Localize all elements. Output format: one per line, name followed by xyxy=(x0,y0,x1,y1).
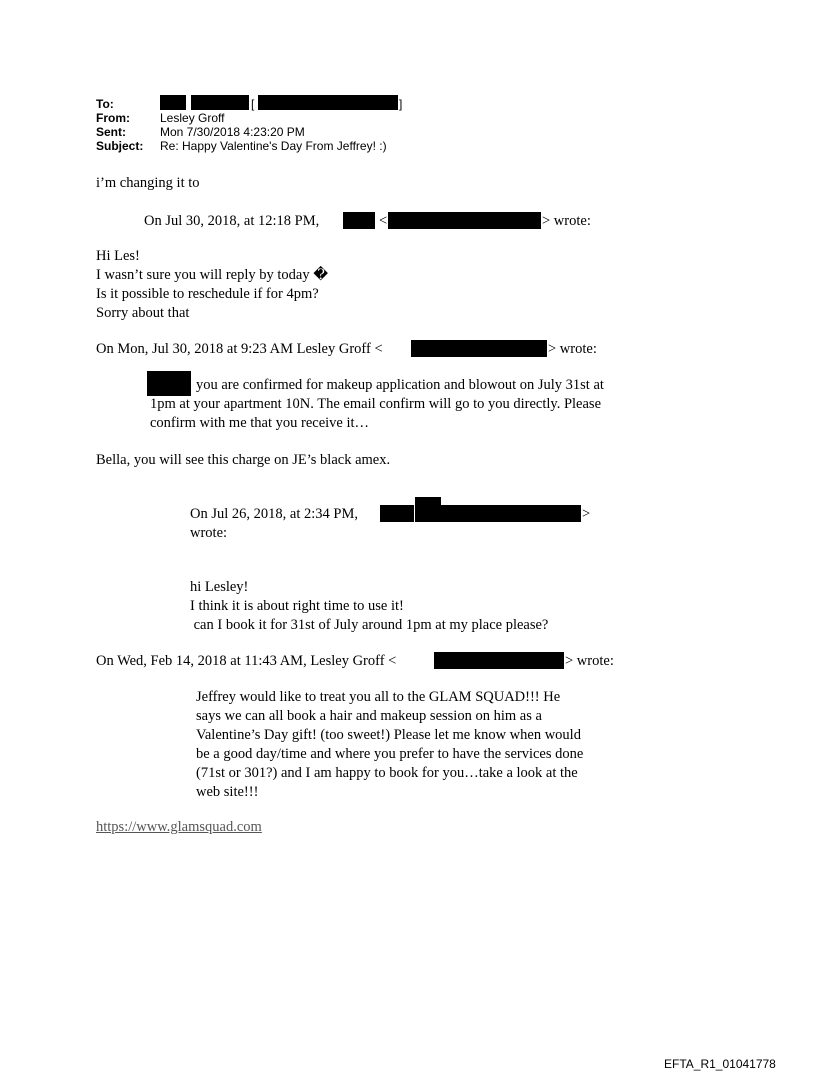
quote-intro-1-text: On Jul 30, 2018, at 12:18 PM, xyxy=(144,213,320,229)
quote-intro-4-end: > wrote: xyxy=(565,653,614,669)
redaction-block xyxy=(434,652,564,669)
sent-value: Mon 7/30/2018 4:23:20 PM xyxy=(160,125,305,139)
email-header xyxy=(96,97,516,157)
quote-intro-2 xyxy=(96,340,616,360)
subject-row xyxy=(96,139,516,153)
quote-line: web site!!! xyxy=(196,784,259,800)
quote-line: 1pm at your apartment 10N. The email confirm will go to you directly. Please xyxy=(150,396,602,412)
from-value: Lesley Groff xyxy=(160,111,225,125)
glamsquad-link[interactable]: https://www.glamsquad.com xyxy=(96,819,262,835)
quote-body-3 xyxy=(190,578,548,635)
subject-label: Subject: xyxy=(96,139,144,153)
subject-value: Re: Happy Valentine's Day From Jeffrey! :) xyxy=(160,139,387,153)
to-bracket-open: [ xyxy=(251,97,255,111)
quote-body-4 xyxy=(196,688,583,802)
quote-intro-3 xyxy=(190,505,610,549)
quote-line: (71st or 301?) and I am happy to book for you…take a look at the xyxy=(196,765,578,781)
quote-intro-4 xyxy=(96,652,636,672)
quote-intro-1-lt: < xyxy=(379,213,388,229)
quote-body-2 xyxy=(150,376,670,436)
quote-intro-3-text: On Jul 26, 2018, at 2:34 PM, xyxy=(190,506,358,522)
redaction-block xyxy=(258,95,398,110)
redaction-block xyxy=(415,497,441,522)
quote-intro-3-gt: > xyxy=(582,506,591,522)
quote-line: Is it possible to reschedule if for 4pm? xyxy=(96,286,319,302)
quote-line: Sorry about that xyxy=(96,305,190,321)
sent-label: Sent: xyxy=(96,125,126,139)
quote-intro-3-end: wrote: xyxy=(190,525,228,541)
quote-line: confirm with me that you receive it… xyxy=(150,415,370,431)
quote-line: be a good day/time and where you prefer to have the services done xyxy=(196,746,584,762)
quote-line: Valentine’s Day gift! (too sweet!) Please let me know when would xyxy=(196,727,581,743)
to-label: To: xyxy=(96,97,114,111)
quote-line: can I book it for 31st of July around 1pm at my place please? xyxy=(190,617,549,633)
document-id: EFTA_R1_01041778 xyxy=(664,1057,776,1071)
quote-line: you are confirmed for makeup application and blowout on July 31st at xyxy=(196,377,604,393)
quote-intro-2-text: On Mon, Jul 30, 2018 at 9:23 AM Lesley Groff < xyxy=(96,341,383,357)
quote-intro-2-end: > wrote: xyxy=(548,341,597,357)
redaction-block xyxy=(160,95,186,110)
quote-intro-1-end: > wrote: xyxy=(542,213,591,229)
quote-line: Hi Les! xyxy=(96,248,140,264)
to-bracket-close: ] xyxy=(399,97,403,111)
redaction-block xyxy=(388,212,541,229)
quote-line: I wasn’t sure you will reply by today � xyxy=(96,267,329,283)
redaction-block xyxy=(411,340,547,357)
from-label: From: xyxy=(96,111,130,125)
quote-line: says we can all book a hair and makeup session on him as a xyxy=(196,708,542,724)
reply-text: i’m changing it to xyxy=(96,175,200,191)
to-row xyxy=(96,97,516,111)
redaction-block xyxy=(441,505,581,522)
from-row xyxy=(96,111,516,125)
redaction-block xyxy=(191,95,249,110)
sent-row xyxy=(96,125,516,139)
bella-note: Bella, you will see this charge on JE’s black amex. xyxy=(96,452,391,468)
quote-intro-1 xyxy=(144,212,614,232)
quote-body-1 xyxy=(96,247,328,323)
redaction-block xyxy=(343,212,375,229)
quote-intro-4-text: On Wed, Feb 14, 2018 at 11:43 AM, Lesley Groff < xyxy=(96,653,397,669)
quote-line: I think it is about right time to use it! xyxy=(190,598,404,614)
redaction-block xyxy=(380,505,414,522)
quote-line: Jeffrey would like to treat you all to the GLAM SQUAD!!! He xyxy=(196,689,561,705)
quote-line: hi Lesley! xyxy=(190,579,249,595)
redaction-block xyxy=(147,371,191,396)
